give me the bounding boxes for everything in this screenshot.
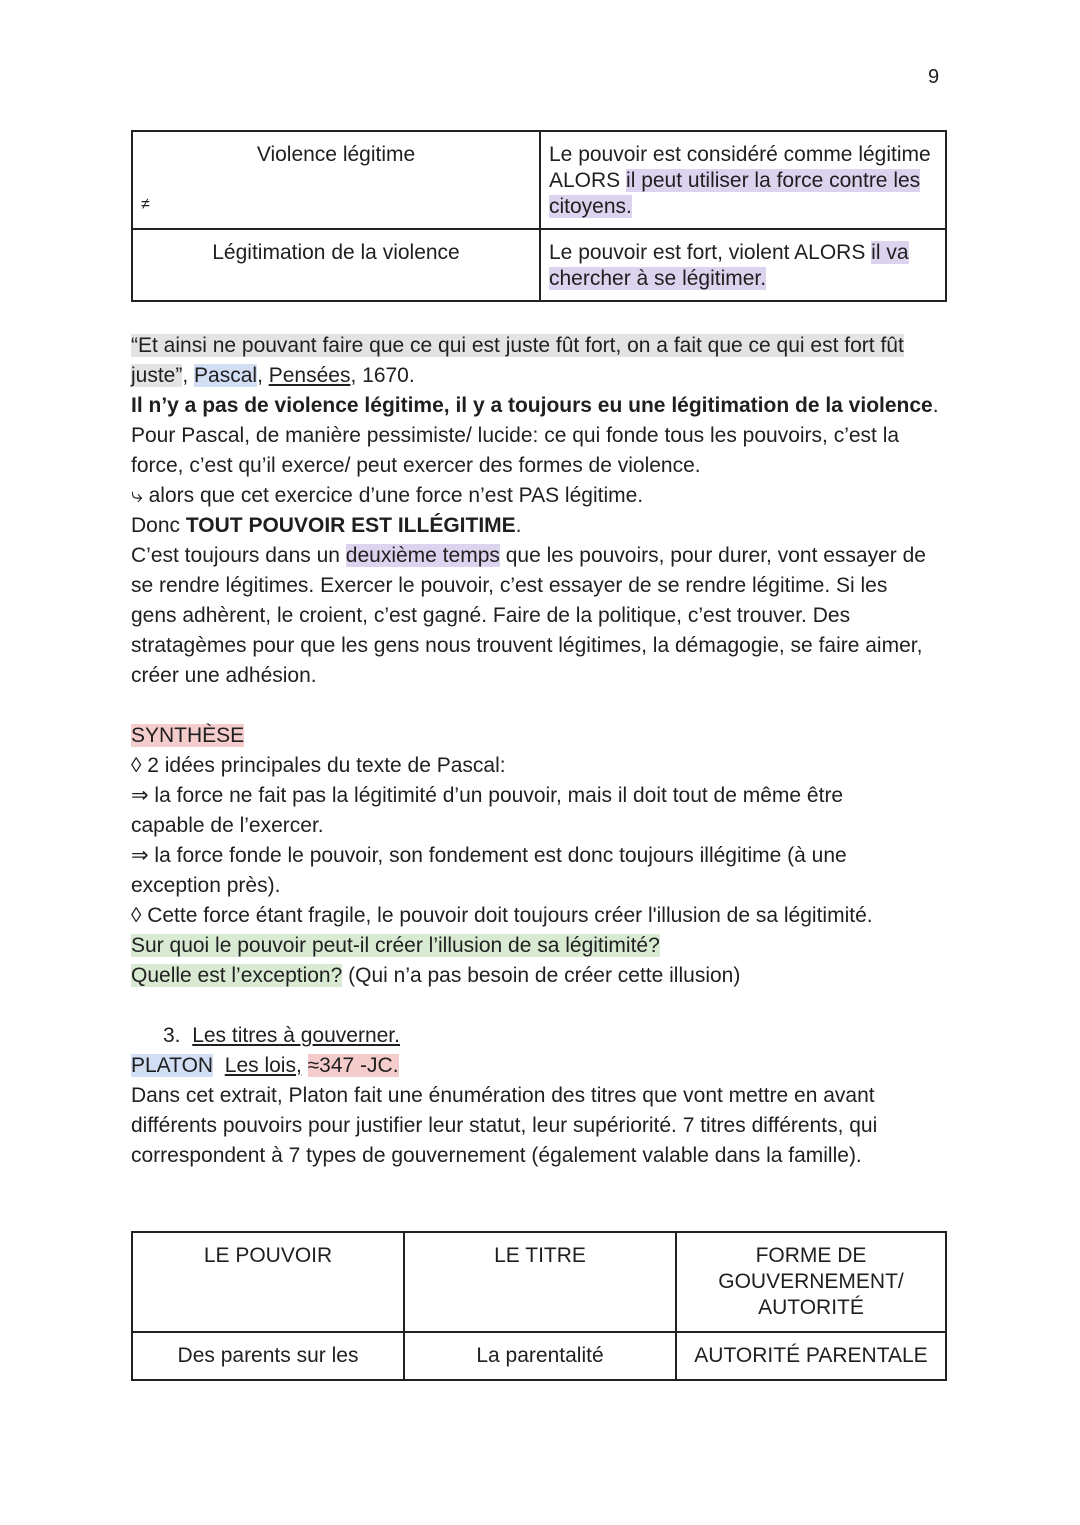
question-2: Quelle est l’exception?	[131, 964, 343, 987]
section-title: Les titres à gouverner.	[192, 1024, 400, 1047]
synthese-section	[131, 721, 961, 991]
table-row	[132, 1332, 946, 1380]
text-line: ⇒ la force fonde le pouvoir, son fondement est donc toujours illégitime (à une	[131, 844, 847, 867]
text-line: ⇒ la force ne fait pas la légitimité d’un pouvoir, mais il doit tout de même être	[131, 784, 844, 807]
highlight-text: il peut utiliser la force contre les citoyens.	[549, 169, 921, 218]
text-line: que les pouvoirs, pour durer, vont essayer de	[499, 544, 926, 567]
pascal-quote-end: juste”	[131, 364, 183, 387]
table-row	[132, 131, 946, 229]
date: ≈347 -JC.	[307, 1054, 399, 1077]
work-title: Les lois,	[224, 1054, 302, 1077]
text-line: Dans cet extrait, Platon fait une énumération des titres que vont mettre en avant	[131, 1084, 875, 1107]
text-line: se rendre légitimes. Exercer le pouvoir, c’est essayer de se rendre légitime. Si les	[131, 574, 888, 597]
cell-text: Le pouvoir est fort, violent ALORS	[549, 241, 872, 264]
section-number: 3.	[163, 1024, 181, 1047]
table-cell	[540, 229, 946, 301]
synthese-title: SYNTHÈSE	[131, 724, 245, 747]
table-header-row	[132, 1232, 946, 1332]
work-title: Pensées	[268, 364, 351, 387]
author-pascal: Pascal	[194, 364, 258, 387]
table-cell	[132, 131, 540, 229]
text-line: capable de l’exercer.	[131, 814, 324, 837]
violence-table	[131, 130, 947, 302]
text-line: gens adhèrent, le croient, c’est gagné. Faire de la politique, c’est trouver. Des	[131, 604, 851, 627]
header-forme: FORME DE GOUVERNEMENT/ AUTORITÉ	[676, 1232, 946, 1332]
section-3	[131, 1021, 961, 1171]
text-line: créer une adhésion.	[131, 664, 317, 687]
pascal-quote: “Et ainsi ne pouvant faire que ce qui est juste fût fort, on a fait que ce qui est fort fût	[131, 334, 904, 357]
dot: .	[515, 514, 522, 537]
text-line: différents pouvoirs pour justifier leur statut, leur supériorité. 7 titres différents, qui	[131, 1114, 878, 1137]
cell-violence-legitime: Violence légitime	[256, 143, 416, 166]
table-cell	[132, 229, 540, 301]
table-cell	[540, 131, 946, 229]
text-line: correspondent à 7 types de gouvernement (également valable dans la famille).	[131, 1144, 862, 1167]
cell-legitimation: Légitimation de la violence	[212, 241, 460, 264]
text-line: ◊ Cette force étant fragile, le pouvoir doit toujours créer l'illusion de sa légitimité.	[131, 904, 873, 927]
titles-table	[131, 1231, 947, 1381]
separator: ,	[257, 364, 269, 387]
cell-text: Le pouvoir est considéré comme légitime ALORS	[549, 143, 931, 192]
text-line: Donc	[131, 514, 186, 537]
text-line: exception près).	[131, 874, 281, 897]
bold-thesis: Il n’y a pas de violence légitime, il y a toujours eu une légitimation de la violence	[131, 394, 933, 417]
page-number: 9	[928, 66, 940, 88]
highlight-text: il va chercher à se légitimer.	[549, 241, 909, 290]
author-platon: PLATON	[131, 1054, 214, 1077]
table-row	[132, 229, 946, 301]
question-1: Sur quoi le pouvoir peut-il créer l’illusion de sa légitimité?	[131, 934, 660, 957]
pascal-section	[131, 331, 961, 691]
text-line: Pour Pascal, de manière pessimiste/ lucide: ce qui fonde tous les pouvoirs, c’est la	[131, 424, 900, 447]
separator: ,	[182, 364, 195, 387]
dot: .	[932, 394, 939, 417]
text-line: stratagèmes pour que les gens nous trouvent légitimes, la démagogie, se faire aimer,	[131, 634, 923, 657]
highlight-text: deuxième temps	[345, 544, 500, 567]
table-cell: Des parents sur les	[132, 1332, 404, 1380]
text-line: C’est toujours dans un	[131, 544, 346, 567]
table-cell: AUTORITÉ PARENTALE	[676, 1332, 946, 1380]
header-pouvoir: LE POUVOIR	[132, 1232, 404, 1332]
table-cell: La parentalité	[404, 1332, 676, 1380]
header-titre: LE TITRE	[404, 1232, 676, 1332]
text-line: ◊ 2 idées principales du texte de Pascal:	[131, 754, 506, 777]
not-equal-symbol: ≠	[141, 196, 150, 213]
bold-conclusion: TOUT POUVOIR EST ILLÉGITIME	[185, 514, 516, 537]
text-line: ⤷ alors que cet exercice d’une force n’est PAS légitime.	[131, 484, 644, 507]
text-line: force, c’est qu’il exerce/ peut exercer des formes de violence.	[131, 454, 701, 477]
text-line: (Qui n’a pas besoin de créer cette illusion)	[342, 964, 741, 987]
year: , 1670.	[350, 364, 415, 387]
